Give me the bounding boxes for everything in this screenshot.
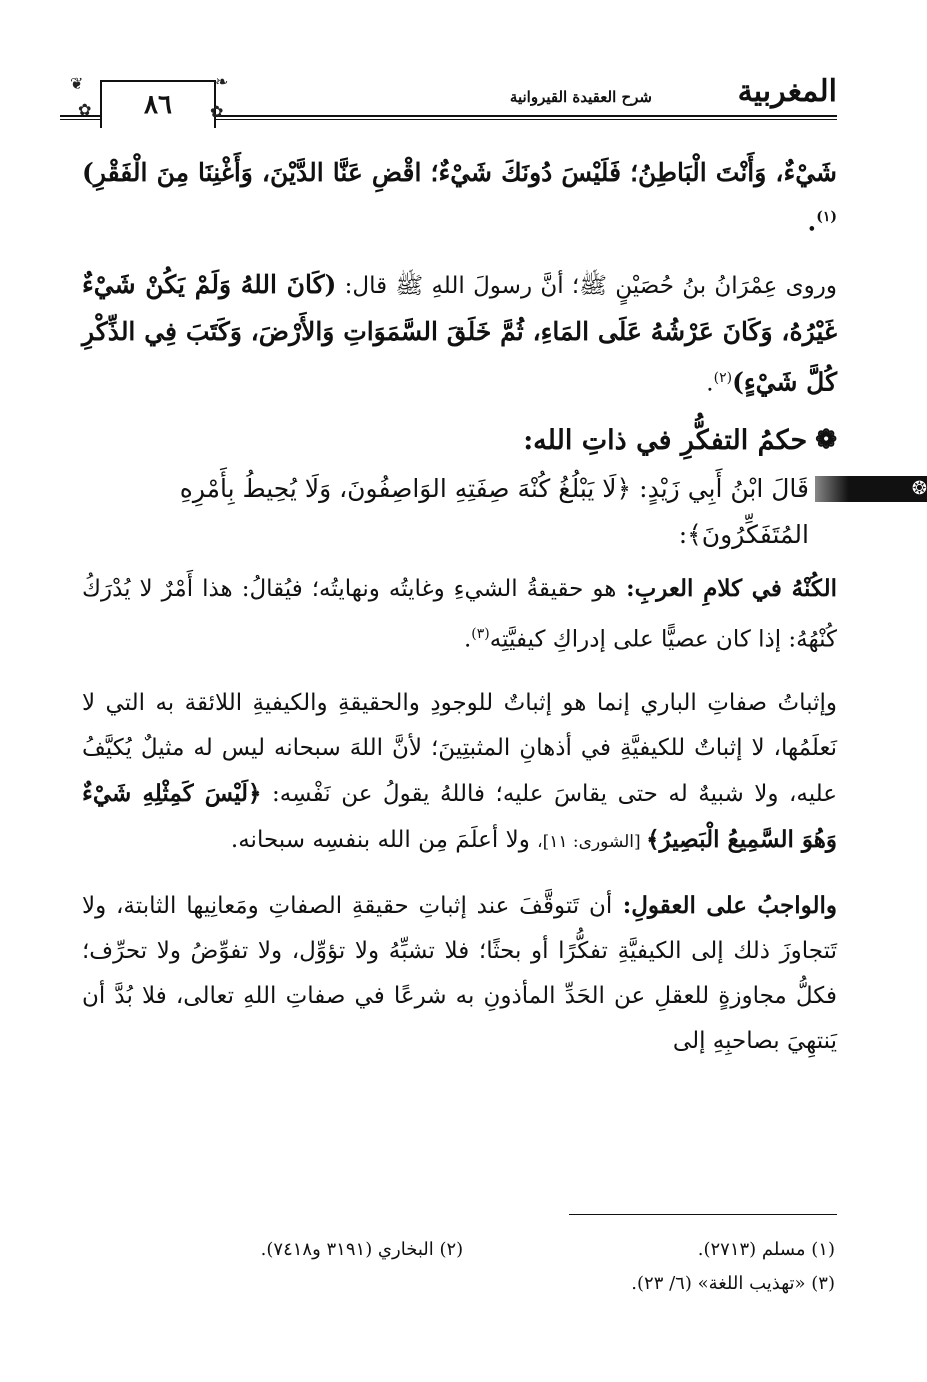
footnote-1: (١) مسلم (٢٧١٣). xyxy=(697,1238,835,1260)
term-label: والواجبُ على العقولِ: xyxy=(612,891,837,919)
ornament-icon: ✿ xyxy=(78,100,92,119)
body-text: أن تَتوقَّفَ عند إثباتِ حقيقةِ الصفاتِ ومَعانِيها الثابتة، ولا تَتجاوزَ ذلك إلى الكيفيَّةِ تفكُّرًا أو بحثًا؛ فلا تشبِّهُ ولا تؤوِّل، ولا تفوِّضُ ولا تحرِّف؛ فكلُّ مجاوزةٍ للعقلِ عن الحَدِّ المأذونِ به شرعًا في صفاتِ اللهِ تعالى، فلا بُدَّ أن يَنتهِيَ بصاحبِهِ إلى xyxy=(82,892,837,1054)
hadith-text-line2: الْفَقْرِ) xyxy=(82,158,148,187)
punctuation: . xyxy=(807,207,817,237)
term-label: الكُنْهُ في كلامِ العربِ: xyxy=(616,574,837,602)
flower-icon: ❂ xyxy=(911,477,927,499)
footnote-3: (٣) «تهذيب اللغة» (٦/ ٢٣). xyxy=(631,1272,835,1294)
matn-quote xyxy=(82,466,927,558)
ornament-icon: ❦ xyxy=(70,74,84,93)
ornament-icon: ✿ xyxy=(210,102,224,121)
footnote-ref: (١) xyxy=(816,209,837,225)
paragraph-wajib xyxy=(82,883,837,1064)
page-content xyxy=(82,150,927,1082)
body-text-end: ولا أعلَمَ مِن الله بنفسِه سبحانه. xyxy=(230,826,538,853)
footnote-rule xyxy=(569,1214,837,1215)
book-title: المغربية xyxy=(728,74,837,109)
body-text: وإثباتُ صفاتِ الباري إنما هو إثباتٌ للوجودِ والحقيقةِ والكيفيةِ اللائقة به التي لا نَعلَمُها، لا إثباتٌ للكيفيَّةِ في أذهانِ المثبتِينَ؛ لأنَّ اللهَ سبحانه ليس له مثيلٌ يُكيَّفُ عليه، ولا شبيهٌ له حتى يقاسَ عليه؛ فاللهُ يقولُ عن نَفْسِه: xyxy=(82,689,837,807)
footnotes xyxy=(120,1232,835,1300)
matn-text: ﴿لَا يَبْلُغُ كُنْهَ صِفَتِهِ الوَاصِفُونَ، وَلَا يُحِيطُ بِأَمْرِهِ المُتَفَكِّرُونَ﴾: xyxy=(179,473,809,549)
page-number-box xyxy=(100,80,216,128)
page-number: ٨٦ xyxy=(144,90,172,120)
paragraph-imran-hadith xyxy=(82,262,837,407)
matn-speaker: قَالَ ابْنُ أَبِي زَيْدٍ: xyxy=(631,473,809,503)
ornament-icon: ❧ xyxy=(215,72,229,91)
ayah-reference: [الشورى: ١١]، xyxy=(537,831,647,852)
heading-ornament-icon: ❁ xyxy=(815,425,837,456)
quran-ayah: ﴿لَيْسَ كَمِثْلِهِ شَيْءٌ وَهُوَ السَّمِيعُ الْبَصِيرُ﴾ xyxy=(82,779,837,853)
paragraph-hadith-end xyxy=(82,150,837,244)
footnote-row xyxy=(120,1232,835,1266)
narration-intro: وروى عِمْرَانُ بنُ حُصَيْنٍ ﷺ؛ أنَّ رسولَ اللهِ ﷺ قال: xyxy=(336,273,837,300)
page-header xyxy=(60,70,837,130)
paragraph-kunh-definition xyxy=(82,566,837,663)
book-subtitle: شرح العقيدة القيروانية xyxy=(504,88,652,106)
footnote-row xyxy=(120,1266,835,1300)
footnote-ref: (٢) xyxy=(713,370,733,387)
section-heading xyxy=(82,425,837,456)
hadith-text-line1: شَيْءٌ، وَأَنْتَ الْبَاطِنُ؛ فَلَيْسَ دُونَكَ شَيْءٌ؛ اقْضِ عَنَّا الدَّيْنَ، وَأَغْنِنَا مِنَ xyxy=(156,158,837,187)
definition-text: هو حقيقةُ الشيءِ وغايتُه ونهايتُه؛ فيُقالُ: هذا أَمْرٌ لا يُدْرَكُ كُنْهُهُ: إذا كان عصيًّا على إدراكِ كيفيَّتِه xyxy=(82,575,837,653)
punctuation: . xyxy=(706,370,714,397)
hadith-text: (كَانَ اللهُ وَلَمْ يَكُنْ شَيْءٌ غَيْرُهُ، وَكَانَ عَرْشُهُ عَلَى المَاءِ، ثُمَّ خَلَقَ السَّمَوَاتِ وَالأَرْضَ، وَكَتَبَ فِي الذِّكْرِ كُلَّ شَيْءٍ) xyxy=(82,270,837,397)
matn-marker-bar xyxy=(815,476,927,502)
punctuation: . xyxy=(463,626,472,653)
footnote-ref: (٣) xyxy=(471,625,490,642)
paragraph-sifat xyxy=(82,681,837,865)
heading-text: حكمُ التفكُّرِ في ذاتِ الله: xyxy=(523,424,808,456)
matn-text-block xyxy=(82,466,837,558)
footnote-2: (٢) البخاري (٣١٩١ و٧٤١٨). xyxy=(260,1238,464,1260)
